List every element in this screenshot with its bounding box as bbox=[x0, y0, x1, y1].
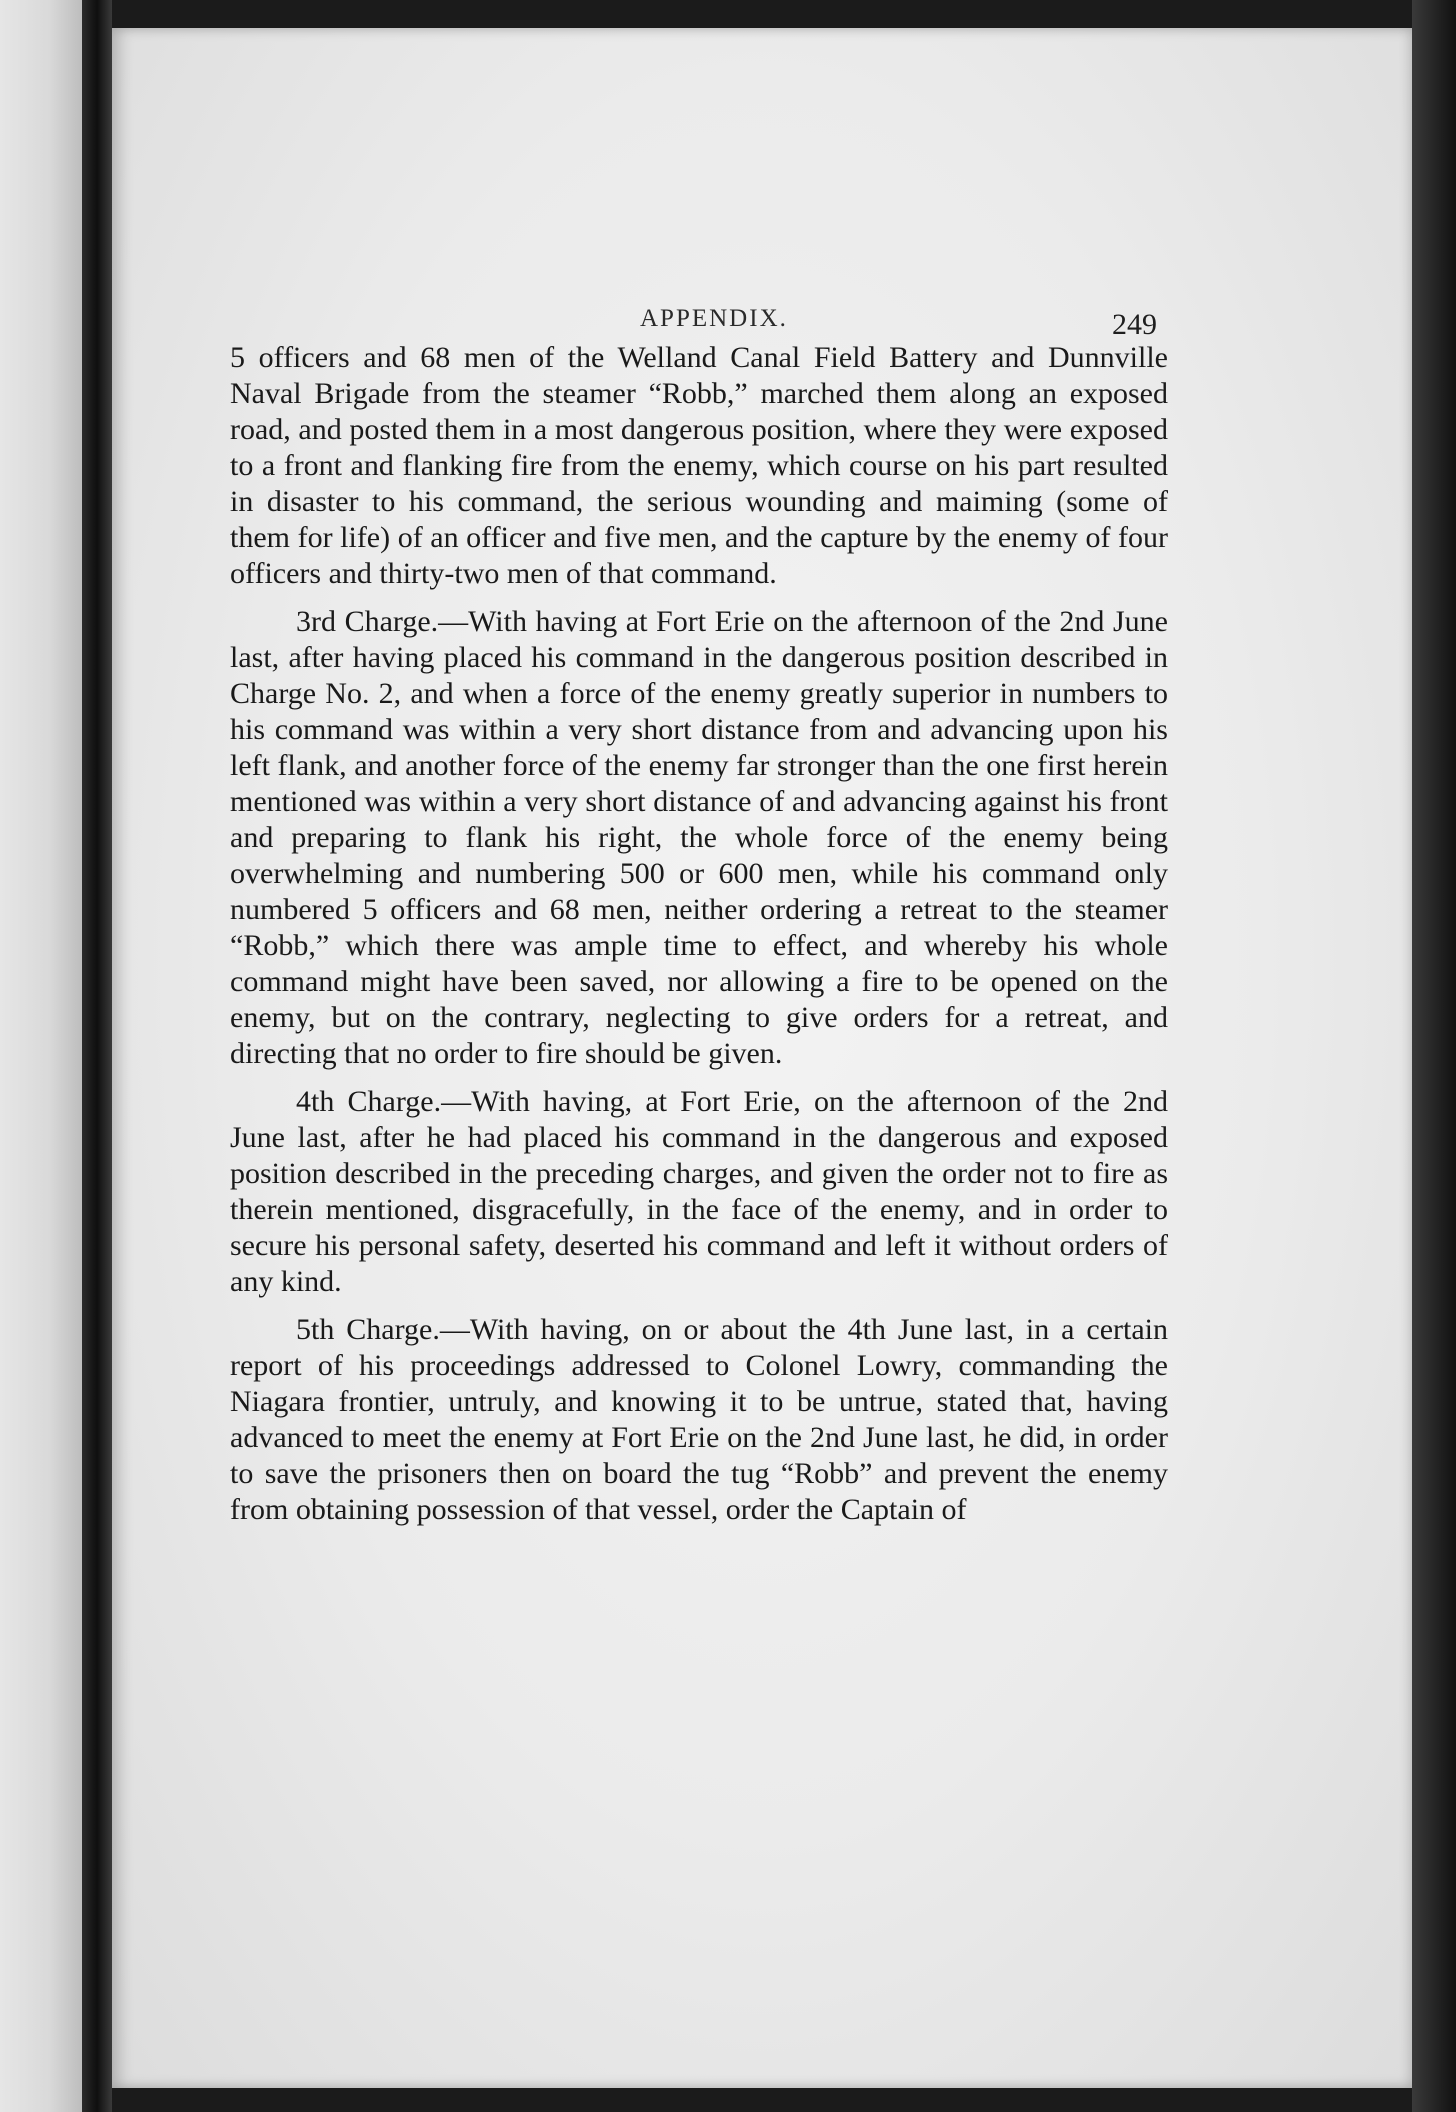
facing-page-edge bbox=[0, 0, 82, 2112]
scan-background-edge bbox=[1412, 0, 1456, 2112]
page-body bbox=[230, 340, 1168, 1540]
paragraph-continuation: 5 officers and 68 men of the Welland Canal Field Battery and Dunnville Naval Brigade from the steamer “Robb,” marched them along an exposed road, and posted them in a most dangerous position, where they were exposed to a front and flanking fire from the enemy, which course on his part resulted in disaster to his command, the serious wounding and maiming (some of them for life) of an officer and five men, and the capture by the enemy of four officers and thirty-two men of that command. bbox=[230, 341, 1168, 590]
paragraph-third-charge: 3rd Charge.—With having at Fort Erie on the afternoon of the 2nd June last, after having placed his command in the dangerous position described in Charge No. 2, and when a force of the enemy greatly superior in numbers to his command was within a very short distance from and advancing upon his left flank, and another force of the enemy far stronger than the one first herein mentioned was within a very short distance of and advancing against his front and preparing to flank his right, the whole force of the enemy being overwhelming and numbering 500 or 600 men, while his command only numbered 5 officers and 68 men, neither ordering a retreat to the steamer “Robb,” which there was ample time to effect, and whereby his whole command might have been saved, nor allowing a fire to be opened on the enemy, but on the contrary, neglecting to give orders for a retreat, and directing that no order to fire should be given. bbox=[230, 605, 1168, 1070]
running-head: APPENDIX. bbox=[640, 305, 788, 332]
book-gutter bbox=[82, 0, 112, 2112]
paragraph-fourth-charge: 4th Charge.—With having, at Fort Erie, on the afternoon of the 2nd June last, after he had placed his command in the dangerous and exposed position described in the preceding charges, and given the order not to fire as therein mentioned, disgracefully, in the face of the enemy, and in order to secure his personal safety, deserted his command and left it without orders of any kind. bbox=[230, 1085, 1168, 1298]
page-number: 249 bbox=[1112, 308, 1157, 341]
paragraph-fifth-charge: 5th Charge.—With having, on or about the 4th June last, in a certain report of his proceedings addressed to Colonel Lowry, commanding the Niagara frontier, untruly, and knowing it to be untrue, stated that, having advanced to meet the enemy at Fort Erie on the 2nd June last, he did, in order to save the prisoners then on board the tug “Robb” and prevent the enemy from obtaining possession of that vessel, order the Captain of bbox=[230, 1313, 1168, 1526]
